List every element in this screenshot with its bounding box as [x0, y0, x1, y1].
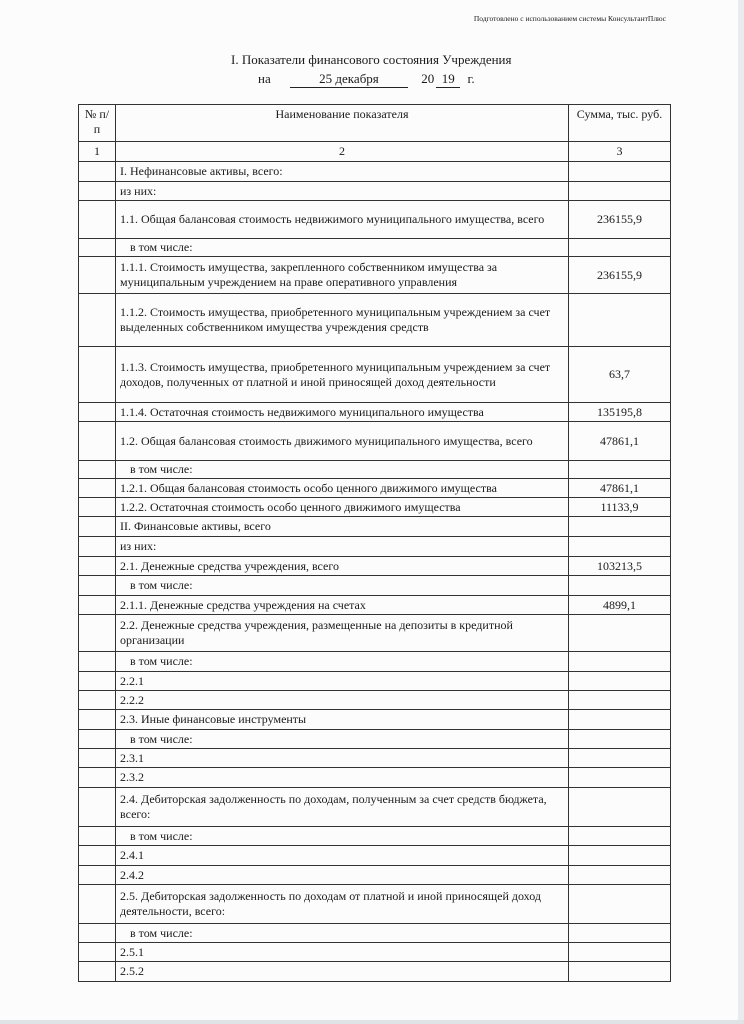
row-num-cell: [79, 294, 116, 347]
row-value: 63,7: [569, 347, 671, 403]
col-number-2: 2: [116, 142, 569, 162]
col-number-3: 3: [569, 142, 671, 162]
table-row: [79, 615, 671, 652]
row-value: 47861,1: [569, 422, 671, 461]
col-number-1: 1: [79, 142, 116, 162]
row-num-cell: [79, 749, 116, 768]
table-row: [79, 294, 671, 347]
date-year: 19: [436, 71, 460, 88]
row-name: 1.2.2. Остаточная стоимость особо ценного движимого имущества: [116, 498, 569, 517]
row-value: [569, 827, 671, 846]
row-num-cell: [79, 846, 116, 866]
table-row: [79, 866, 671, 885]
table-row: [79, 403, 671, 422]
row-num-cell: [79, 257, 116, 294]
date-day-month: 25 декабря: [290, 71, 408, 88]
table-row: [79, 517, 671, 537]
row-value: [569, 866, 671, 885]
row-value: [569, 162, 671, 182]
row-value: [569, 710, 671, 730]
row-value: [569, 537, 671, 557]
table-row: [79, 962, 671, 982]
table-row: [79, 672, 671, 691]
row-name: 2.5.1: [116, 943, 569, 962]
row-name: в том числе:: [116, 239, 569, 257]
row-value: [569, 788, 671, 827]
row-num-cell: [79, 730, 116, 749]
scan-bottom-edge: [0, 1020, 744, 1024]
row-name: в том числе:: [116, 652, 569, 672]
row-num-cell: [79, 885, 116, 924]
header-name: Наименование показателя: [116, 105, 569, 142]
row-num-cell: [79, 652, 116, 672]
row-name: 2.2. Денежные средства учреждения, размещенные на депозиты в кредитной организации: [116, 615, 569, 652]
row-value: 236155,9: [569, 201, 671, 239]
row-value: [569, 294, 671, 347]
row-num-cell: [79, 962, 116, 982]
row-value: [569, 691, 671, 710]
date-century: 20: [421, 71, 435, 86]
row-value: [569, 962, 671, 982]
row-num-cell: [79, 557, 116, 576]
row-name: 2.3.2: [116, 768, 569, 788]
row-num-cell: [79, 347, 116, 403]
row-name: 2.4.2: [116, 866, 569, 885]
table-row: [79, 498, 671, 517]
table-row: [79, 652, 671, 672]
date-suffix: г.: [467, 71, 475, 86]
table-row: [79, 596, 671, 615]
table-row: [79, 479, 671, 498]
row-name: в том числе:: [116, 576, 569, 596]
row-num-cell: [79, 162, 116, 182]
row-name: 1.1.2. Стоимость имущества, приобретенного муниципальным учреждением за счет выделенных собственником имущества учреждения средств: [116, 294, 569, 347]
table-row: [79, 827, 671, 846]
row-num-cell: [79, 182, 116, 201]
row-name: в том числе:: [116, 461, 569, 479]
consultant-plus-note: Подготовлено с использованием системы КонсультантПлюс: [473, 14, 666, 23]
row-value: 47861,1: [569, 479, 671, 498]
row-name: 2.1. Денежные средства учреждения, всего: [116, 557, 569, 576]
table-row: [79, 943, 671, 962]
row-name: 2.1.1. Денежные средства учреждения на счетах: [116, 596, 569, 615]
row-name: 2.2.1: [116, 672, 569, 691]
row-num-cell: [79, 479, 116, 498]
table-row: [79, 537, 671, 557]
row-num-cell: [79, 710, 116, 730]
row-value: [569, 517, 671, 537]
row-num-cell: [79, 691, 116, 710]
row-name: I. Нефинансовые активы, всего:: [116, 162, 569, 182]
row-name: 2.4.1: [116, 846, 569, 866]
table-row: [79, 201, 671, 239]
table-row: [79, 710, 671, 730]
table-row: [79, 730, 671, 749]
row-name: в том числе:: [116, 730, 569, 749]
row-name: 1.1.1. Стоимость имущества, закрепленного собственником имущества за муниципальным учреждением на праве оперативного управления: [116, 257, 569, 294]
row-name: 1.1. Общая балансовая стоимость недвижимого муниципального имущества, всего: [116, 201, 569, 239]
row-name: 2.3.1: [116, 749, 569, 768]
column-number-row: [79, 142, 671, 162]
row-value: 4899,1: [569, 596, 671, 615]
row-name: из них:: [116, 537, 569, 557]
table-row: [79, 182, 671, 201]
row-name: II. Финансовые активы, всего: [116, 517, 569, 537]
row-value: [569, 749, 671, 768]
row-num-cell: [79, 422, 116, 461]
row-name: из них:: [116, 182, 569, 201]
table-row: [79, 162, 671, 182]
table-row: [79, 422, 671, 461]
row-num-cell: [79, 615, 116, 652]
row-name: 1.1.4. Остаточная стоимость недвижимого муниципального имущества: [116, 403, 569, 422]
row-name: 2.2.2: [116, 691, 569, 710]
table-row: [79, 576, 671, 596]
row-num-cell: [79, 239, 116, 257]
row-value: 103213,5: [569, 557, 671, 576]
row-name: 1.1.3. Стоимость имущества, приобретенного муниципальным учреждением за счет доходов, полученных от платной и иной приносящей доход деятельности: [116, 347, 569, 403]
row-value: [569, 924, 671, 943]
row-name: 1.2.1. Общая балансовая стоимость особо ценного движимого имущества: [116, 479, 569, 498]
table-row: [79, 257, 671, 294]
table-row: [79, 749, 671, 768]
financial-indicators-table: [78, 104, 671, 982]
row-num-cell: [79, 768, 116, 788]
row-num-cell: [79, 517, 116, 537]
row-value: [569, 461, 671, 479]
row-name: 2.5.2: [116, 962, 569, 982]
table-row: [79, 788, 671, 827]
row-num-cell: [79, 537, 116, 557]
table-row: [79, 768, 671, 788]
row-num-cell: [79, 576, 116, 596]
header-sum: Сумма, тыс. руб.: [569, 105, 671, 142]
row-name: 2.4. Дебиторская задолженность по доходам, полученным за счет средств бюджета, всего:: [116, 788, 569, 827]
row-name: 2.3. Иные финансовые инструменты: [116, 710, 569, 730]
report-date: [258, 71, 475, 88]
date-prefix: на: [258, 71, 271, 86]
row-name: в том числе:: [116, 827, 569, 846]
row-value: 11133,9: [569, 498, 671, 517]
table-row: [79, 347, 671, 403]
row-value: [569, 672, 671, 691]
row-num-cell: [79, 201, 116, 239]
table-row: [79, 885, 671, 924]
header-num: № п/п: [79, 105, 116, 142]
table-row: [79, 461, 671, 479]
row-value: [569, 768, 671, 788]
row-num-cell: [79, 672, 116, 691]
row-value: [569, 652, 671, 672]
row-num-cell: [79, 788, 116, 827]
table-row: [79, 846, 671, 866]
table-row: [79, 924, 671, 943]
row-name: в том числе:: [116, 924, 569, 943]
scan-edge: [738, 0, 744, 1024]
table-row: [79, 239, 671, 257]
row-num-cell: [79, 924, 116, 943]
table-row: [79, 557, 671, 576]
row-num-cell: [79, 827, 116, 846]
row-num-cell: [79, 461, 116, 479]
row-num-cell: [79, 943, 116, 962]
row-num-cell: [79, 403, 116, 422]
row-num-cell: [79, 498, 116, 517]
row-num-cell: [79, 596, 116, 615]
row-value: [569, 943, 671, 962]
row-value: [569, 730, 671, 749]
row-name: 2.5. Дебиторская задолженность по доходам от платной и иной приносящей доход деятельности, всего:: [116, 885, 569, 924]
page-title: I. Показатели финансового состояния Учреждения: [231, 52, 512, 67]
table-header-row: [79, 105, 671, 142]
row-num-cell: [79, 866, 116, 885]
row-value: [569, 576, 671, 596]
row-value: [569, 846, 671, 866]
row-value: 236155,9: [569, 257, 671, 294]
row-value: [569, 182, 671, 201]
row-name: 1.2. Общая балансовая стоимость движимого муниципального имущества, всего: [116, 422, 569, 461]
row-value: [569, 239, 671, 257]
row-value: 135195,8: [569, 403, 671, 422]
table-row: [79, 691, 671, 710]
row-value: [569, 615, 671, 652]
row-value: [569, 885, 671, 924]
